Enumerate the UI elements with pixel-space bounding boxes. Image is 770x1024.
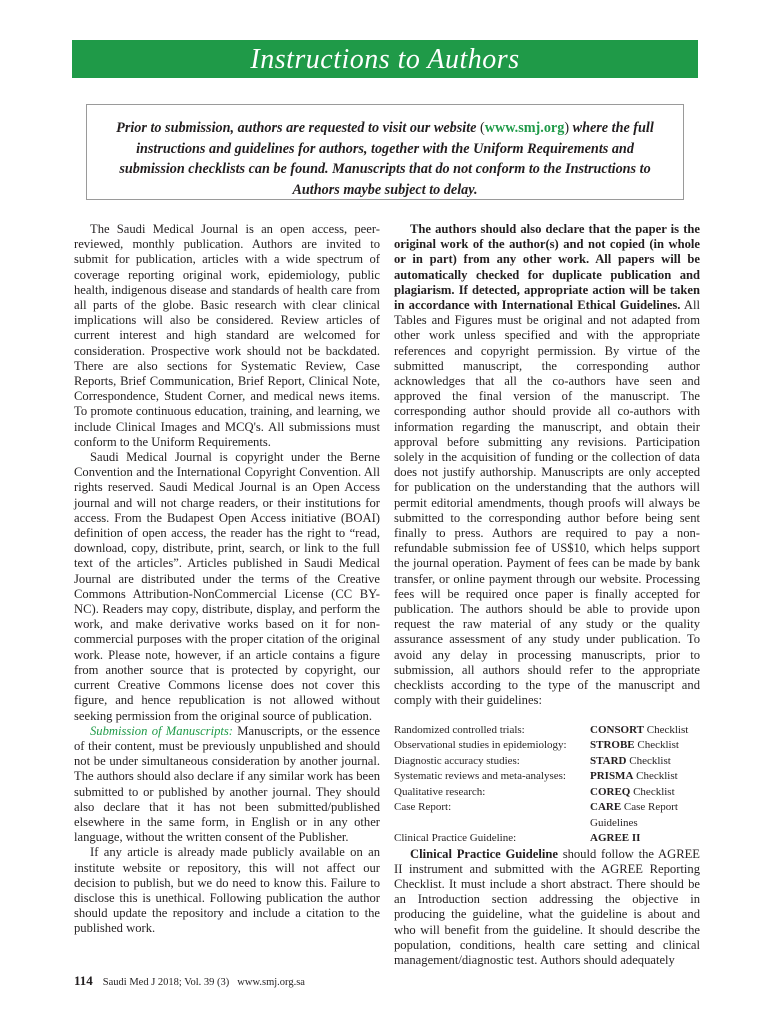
study-type: Diagnostic accuracy studies: [394,754,520,767]
study-type: Case Report: [394,801,452,813]
paragraph-repository: If any article is already made publicly available on an institute website or repository, this will not affect our decision to publish, but we do need to know this. Failure to disclose this is unethical. Following publication the author should update the repository and include a citation to the published work. [74,845,380,936]
guideline-bold: Clinical Practice Guideline [410,846,558,861]
submission-body: Manuscripts, or the essence of their content, must be previously unpublished and should not be under simultaneous consideration by another journal. The authors should also declare if any similar work has been submitted to or published by another journal. They should also declare that it has not been submitted/published elsewhere in the same form, in English or in any other language, without the written consent of the Publisher. [74,723,380,845]
table-row [394,738,700,754]
guideline-body: should follow the AGREE II instrument and submitted with the AGREE Reporting Checklist. It must include a short abstract. There should be an Introduction section addressing the objective in producing the guideline, what the guideline is about and who will benefit from the guideline. It should describe the population, conditions, health care setting and clinical management/diagnostic test. Authors should adequately [394,846,700,967]
checklist-name: STROBE Checklist [590,739,679,751]
checklist-name: CARE Case Report Guidelines [590,801,678,829]
paragraph-declaration [394,222,700,709]
declaration-bold: The authors should also declare that the paper is the original work of the author(s) and not copied (in whole or in part) from any other work. All papers will be automatically checked for duplicate publication and plagiarism. If detected, appropriate action will be taken in accordance with International Ethical Guidelines. [394,222,700,313]
paragraph-guideline [394,847,700,969]
submission-notice-box [86,104,684,200]
table-row [394,723,700,739]
study-type: Qualitative research: [394,785,486,798]
submission-heading: Submission of Manuscripts: [90,723,233,738]
page-number: 114 [74,973,93,988]
checklist-name: PRISMA Checklist [590,770,678,782]
paragraph-submission [74,724,380,846]
checklist-name: CONSORT Checklist [590,723,689,736]
table-row [394,769,700,785]
notice-text-2: where the full instructions and guidelines for authors, together with the Uniform Requirements and submission checklists can be found. Manuscripts that do not conform to the Instructions to Authors maybe subject to delay. [119,120,654,198]
study-type: Randomized controlled trials: [394,723,525,736]
table-row [394,754,700,770]
banner-title: Instructions to Authors [250,44,520,75]
checklist-table [394,723,700,847]
table-row [394,800,700,831]
page-footer [74,973,305,989]
table-row [394,831,700,847]
study-type: Observational studies in epidemiology: [394,739,567,751]
notice-website-link[interactable]: www.smj.org [484,120,565,136]
footer-website[interactable]: www.smj.org.sa [237,977,305,988]
right-column [394,222,700,968]
paragraph-copyright: Saudi Medical Journal is copyright under the Berne Convention and the International Copyright Convention. All rights reserved. Saudi Medical Journal is an Open Access journal and will not charge readers, or their institutions for access. From the Budapest Open Access initiative (BOAI) definition of open access, the reader has the right to “read, download, copy, distribute, print, search, or link to the full text of the articles”. Articles published in Saudi Medical Journal are distributed under the terms of the Creative Commons Attribution-NonCommercial License (CC BY-NC). Readers may copy, distribute, display, and perform the work, and make derivative works based on it for non-commercial purposes with the proper citation of the original work. Please note, however, if an article contains a figure from another source that is protected by copyright, our current Creative Commons license does not cover this figure, and hence republication is not allowed without seeking permission from the original source of publication. [74,450,380,723]
study-type: Systematic reviews and meta-analyses: [394,770,566,782]
checklist-name: COREQ Checklist [590,785,675,798]
notice-paren-open: ( [479,120,485,136]
declaration-body: All Tables and Figures must be original and not adapted from other work unless specified and with the appropriate references and copyright permission. By virtue of the submitted manuscript, the corresponding author acknowledges that all the co-authors have seen and approved the final version of the manuscript. The corresponding author should provide all co-authors with information regarding the manuscript, and obtain their approval before submitting any revisions. Participation solely in the acquisition of funding or the collection of data does not justify authorship. Manuscripts are only accepted for publication on the understanding that the authors will permit editorial amendments, though proofs will always be submitted to the corresponding author before being sent finally to press. Authors are required to pay a non-refundable submission fee of US$10, which helps support the journal operation. Payment of fees can be made by bank transfer, or online payment through our website. Processing fees will be required once paper is finally accepted for publication. The authors should be able to provide upon request the raw material of any study or the quality assurance assessment of any study under publication. To avoid any delay in processing manuscripts, prior to submission, all authors should refer to the appropriate checklists according to the type of the manuscript and comply with their guidelines: [394,298,700,708]
notice-text-1: Prior to submission, authors are requested to visit our website [116,120,480,136]
checklist-name: STARD Checklist [590,754,671,767]
paragraph-intro: The Saudi Medical Journal is an open access, peer-reviewed, monthly publication. Authors are invited to submit for publication, articles with a wide spectrum of coverage reporting original work, epidemiology, public health, indigenous disease and standards of health care from all parts of the globe. Basic research with clear clinical implications will also be considered. Review articles of current interest and high standard are welcomed for consideration. Prospective work should not be backdated. There are also sections for Systematic Review, Case Reports, Brief Communication, Brief Report, Clinical Note, Correspondence, Student Corner, and medical news items. To promote continuous education, training, and learning, we include Clinical Images and MCQ's. All submissions must conform to the Uniform Requirements. [74,222,380,449]
page-banner [72,40,698,78]
table-row [394,785,700,801]
left-column [74,222,380,937]
checklist-name: AGREE II [590,832,641,844]
journal-citation: Saudi Med J 2018; Vol. 39 (3) [102,977,230,988]
study-type: Clinical Practice Guideline: [394,832,517,844]
notice-paren-close: ) [564,120,570,136]
